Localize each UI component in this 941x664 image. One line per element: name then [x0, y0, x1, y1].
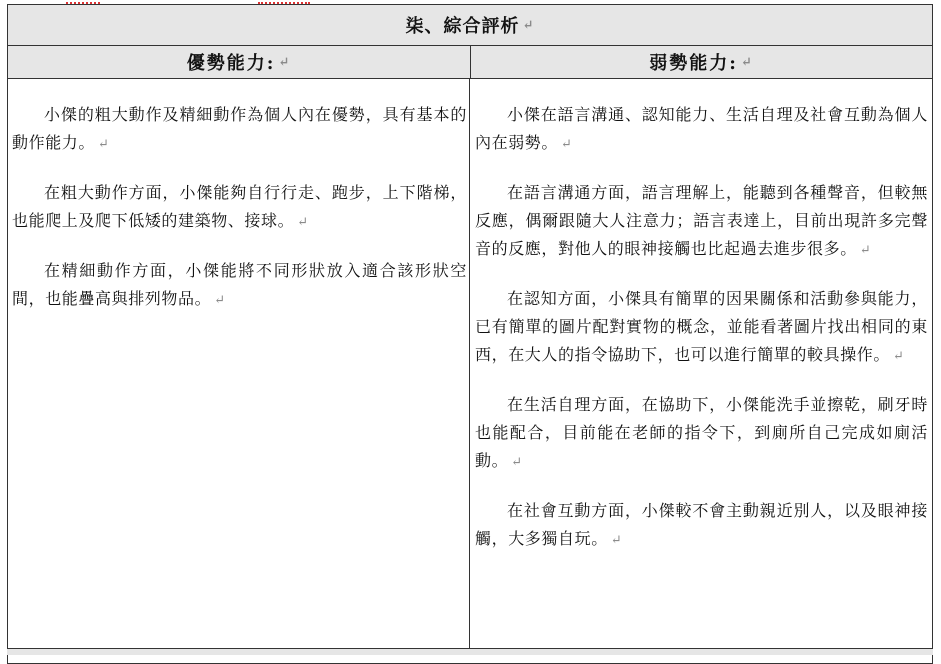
weakness-text: 在認知方面，小傑具有簡單的因果關係和活動參與能力，已有簡單的圖片配對實物的概念，並能看著圖片找出相同的東西，在大人的指令協助下，也可以進行簡單的較具操作。	[475, 289, 928, 364]
strength-paragraph[interactable]	[12, 257, 467, 315]
weakness-text: 在生活自理方面，在協助下，小傑能洗手並擦乾，刷牙時也能配合，目前能在老師的指令下，到廁所自己完成如廁活動。	[475, 395, 928, 470]
paragraph-mark-icon: ↵	[278, 54, 292, 70]
paragraph-mark-icon: ↵	[98, 137, 110, 152]
paragraph-mark-icon: ↵	[297, 215, 309, 230]
paragraph-mark-icon: ↵	[859, 243, 872, 258]
paragraph-mark-icon: ↵	[610, 533, 623, 548]
strength-text: 在精細動作方面，小傑能將不同形狀放入適合該形狀空間，也能疊高與排列物品。	[12, 261, 467, 308]
section-title-text[interactable]: 柒、綜合評析	[405, 16, 520, 37]
weakness-paragraph[interactable]	[475, 497, 928, 555]
assessment-table	[7, 4, 933, 664]
paragraph-mark-icon: ↵	[740, 54, 754, 70]
weakness-text: 在社會互動方面，小傑較不會主動親近別人，以及眼神接觸，大多獨自玩。	[475, 501, 928, 548]
section-title	[8, 5, 932, 46]
analysis-body	[8, 79, 932, 651]
strength-text: 在粗大動作方面，小傑能夠自行行走、跑步，上下階梯，也能爬上及爬下低矮的建築物、接球。	[12, 183, 467, 230]
strengths-header-text[interactable]: 優勢能力:	[186, 53, 276, 74]
strength-paragraph[interactable]	[12, 101, 467, 159]
weaknesses-header	[471, 46, 932, 78]
paragraph-mark-icon: ↵	[214, 293, 226, 308]
paragraph-mark-icon: ↵	[893, 349, 905, 364]
paragraph-mark-icon: ↵	[561, 137, 573, 152]
weakness-paragraph[interactable]	[475, 285, 928, 371]
weakness-text: 在語言溝通方面，語言理解上，能聽到各種聲音，但較無反應，偶爾跟隨大人注意力；語言表達上，目前出現許多完聲音的反應，對他人的眼神接觸也比起過去進步很多。	[475, 183, 928, 258]
strength-text: 小傑的粗大動作及精細動作為個人內在優勢，具有基本的動作能力。	[12, 105, 467, 152]
weaknesses-cell[interactable]	[470, 79, 932, 651]
column-headers	[8, 46, 932, 79]
weakness-paragraph[interactable]	[475, 391, 928, 477]
strengths-header	[8, 46, 471, 78]
strengths-cell[interactable]	[8, 79, 470, 651]
strength-paragraph[interactable]	[12, 179, 467, 237]
weakness-text: 小傑在語言溝通、認知能力、生活自理及社會互動為個人內在弱勢。	[475, 105, 928, 152]
weaknesses-header-text[interactable]: 弱勢能力:	[649, 53, 738, 74]
weakness-paragraph[interactable]	[475, 101, 928, 159]
paragraph-mark-icon: ↵	[522, 17, 535, 33]
weakness-paragraph[interactable]	[475, 179, 928, 265]
paragraph-mark-icon: ↵	[511, 455, 523, 470]
